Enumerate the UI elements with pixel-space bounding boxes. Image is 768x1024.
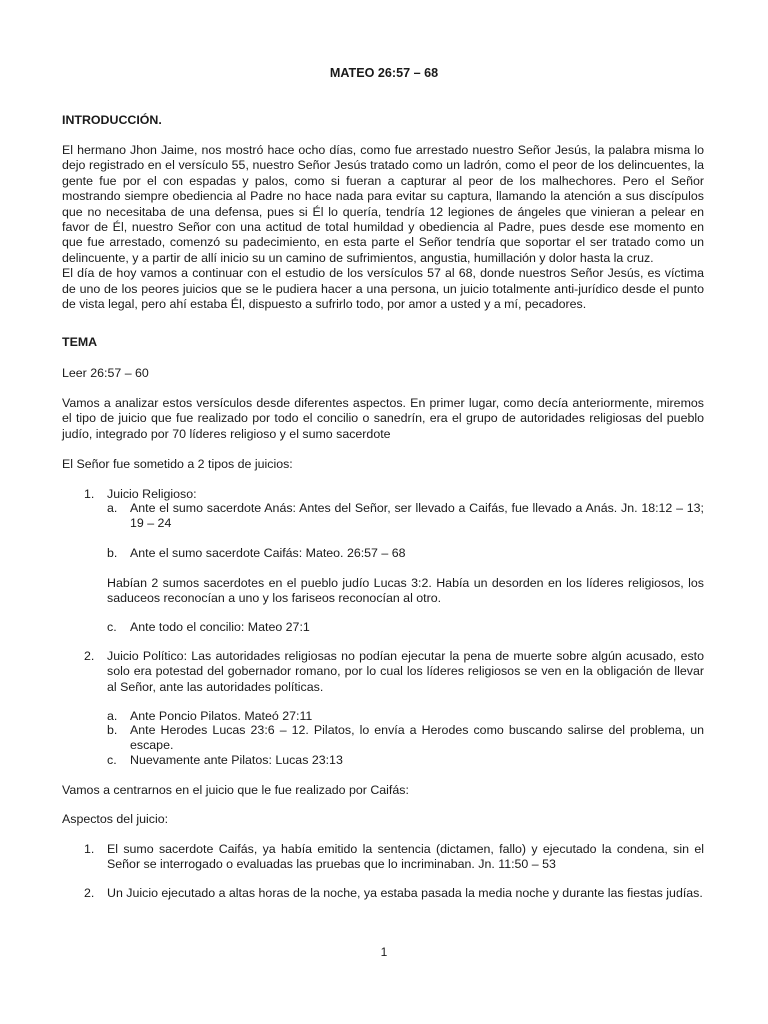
juicio-politico-text: Juicio Político: Las autoridades religiosas no podían ejecutar la pena de muerte sobre algún acusado, esto solo era potestad del gobernador romano, por lo cual los líderes religiosos se ven en la obligación de llevar al Señor, ante las autoridades políticas. bbox=[107, 649, 704, 694]
juicio1-item-c: Ante todo el concilio: Mateo 27:1 bbox=[130, 620, 310, 634]
juicio1-item-a: Ante el sumo sacerdote Anás: Antes del Señor, ser llevado a Caifás, fue llevado a Anás. Jn. 18:12 – 13; 19 – 24 bbox=[130, 501, 704, 531]
list-letter: a. bbox=[107, 709, 118, 723]
aspectos-heading: Aspectos del juicio: bbox=[62, 812, 169, 826]
list-letter: b. bbox=[107, 723, 118, 737]
juicio2-item-b: Ante Herodes Lucas 23:6 – 12. Pilatos, lo envía a Herodes como buscando salirse del problema, un escape. bbox=[130, 723, 704, 753]
list-letter: b. bbox=[107, 546, 118, 560]
centrarnos-text: Vamos a centrarnos en el juicio que le fue realizado por Caifás: bbox=[62, 783, 409, 797]
tema-heading: TEMA bbox=[62, 335, 98, 349]
juicio2-item-c: Nuevamente ante Pilatos: Lucas 23:13 bbox=[130, 753, 343, 767]
intro-heading: INTRODUCCIÓN. bbox=[62, 113, 162, 127]
juicio1-note: Habían 2 sumos sacerdotes en el pueblo judío Lucas 3:2. Había un desorden en los líderes religiosos, los saduceos reconocían a uno y los fariseos reconocían al otro. bbox=[107, 576, 704, 606]
juicio1-item-b: Ante el sumo sacerdote Caifás: Mateo. 26:57 – 68 bbox=[130, 546, 406, 560]
intro-paragraph-1: El hermano Jhon Jaime, nos mostró hace ocho días, como fue arrestado nuestro Señor Jesús, la palabra misma lo dejo registrado en el versículo 55, nuestro Señor Jesús tratado como un ladrón, como el peor de los delincuentes, la gente fue por el con espadas y palos, como si fueran a capturar al peor de los malhechores. Pero el Señor mostrando siempre obediencia al Padre no hace nada para evitar su captura, llamando la atención a sus discípulos que no necesitaba de una defensa, pues si Él lo quería, tendría 12 legiones de ángeles que vinieran a pelear en favor de Él, nuestro Señor con una actitud de total humildad y obediencia al Padre, pues desde ese momento en que fue arrestado, comenzó su padecimiento, en esta parte el Señor tendría que soportar el ser tratado como un delincuente, y a partir de allí inicio su un camino de sufrimientos, angustia, humillación y dolor hasta la cruz. bbox=[62, 143, 704, 265]
page-number: 1 bbox=[380, 945, 388, 959]
aspecto-2-text: Un Juicio ejecutado a altas horas de la noche, ya estaba pasada la media noche y durante las fiestas judías. bbox=[107, 886, 703, 900]
aspecto-1-text: El sumo sacerdote Caifás, ya había emitido la sentencia (dictamen, fallo) y ejecutado la condena, sin el Señor se interrogado o evaluadas las pruebas que lo incriminaban. Jn. 11:50 – 53 bbox=[107, 842, 704, 872]
list-number: 1. bbox=[84, 842, 95, 856]
intro-paragraphs bbox=[62, 143, 704, 312]
list-number: 1. bbox=[84, 487, 95, 501]
list-number: 2. bbox=[84, 886, 95, 900]
intro-paragraph-2: El día de hoy vamos a continuar con el estudio de los versículos 57 al 68, donde nuestros Señor Jesús, es víctima de uno de los peores juicios que se le pudiera hacer a una persona, un juicio totalmente anti-jurídico desde el punto de vista legal, pero ahí estaba Él, dispuesto a sufrirlo todo, por amor a usted y a mí, pecadores. bbox=[62, 266, 704, 312]
list-letter: c. bbox=[107, 753, 117, 767]
list-letter: a. bbox=[107, 501, 118, 515]
juicio2-item-a: Ante Poncio Pilatos. Mateó 27:11 bbox=[130, 709, 313, 723]
list-number: 2. bbox=[84, 649, 95, 663]
document-title: MATEO 26:57 – 68 bbox=[329, 66, 439, 80]
tipos-intro: El Señor fue sometido a 2 tipos de juicios: bbox=[62, 457, 293, 471]
juicio-religioso-label: Juicio Religioso: bbox=[107, 487, 197, 501]
leer-reference: Leer 26:57 – 60 bbox=[62, 366, 149, 380]
tema-paragraph: Vamos a analizar estos versículos desde diferentes aspectos. En primer lugar, como decía anteriormente, miremos el tipo de juicio que fue realizado por todo el concilio o sanedrín, era el grupo de autoridades religiosas del pueblo judío, integrado por 70 líderes religioso y el sumo sacerdote bbox=[62, 396, 704, 441]
list-letter: c. bbox=[107, 620, 117, 634]
